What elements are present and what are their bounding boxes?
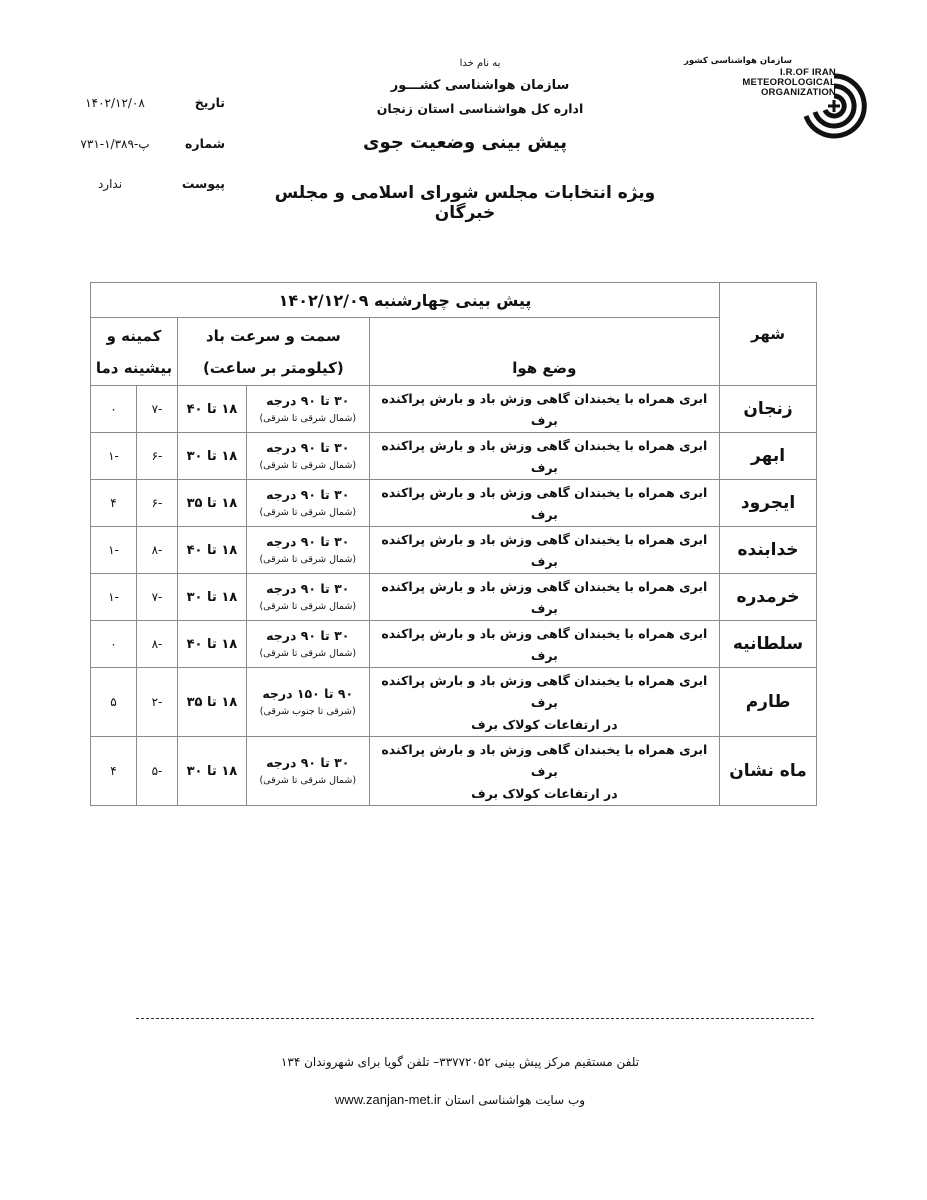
temperature-min: -۵ <box>137 737 178 806</box>
footer-separator <box>136 1018 814 1019</box>
header-temp-line1: کمینه و <box>106 326 162 345</box>
wind-speed: ۱۸ تا ۳۰ <box>177 433 246 480</box>
document-subtitle: ویژه انتخابات مجلس شورای اسلامی و مجلس خبرگان <box>274 183 656 223</box>
city-name: زنجان <box>720 386 817 433</box>
wind-direction-desc: (شرقی تا جنوب شرقی) <box>259 706 356 717</box>
footer-phone-line: تلفن مستقیم مرکز پیش بینی ۳۳۷۷۲۰۵۲– تلفن گویا برای شهروندان ۱۳۴ <box>280 1055 640 1069</box>
temperature-max: ۴ <box>91 737 137 806</box>
wind-direction-degrees: ۳۰ تا ۹۰ درجه <box>266 755 350 770</box>
wind-direction-degrees: ۹۰ تا ۱۵۰ درجه <box>262 686 354 701</box>
temperature-min: -۶ <box>137 433 178 480</box>
weather-description <box>369 574 719 621</box>
temperature-max: -۱ <box>91 574 137 621</box>
wind-direction-desc: (شمال شرقی تا شرقی) <box>259 507 357 518</box>
header-city: شهر <box>720 283 817 386</box>
weather-description <box>369 386 719 433</box>
wind-direction-degrees: ۳۰ تا ۹۰ درجه <box>266 440 350 455</box>
wind-direction <box>246 386 369 433</box>
city-name: طارم <box>720 668 817 737</box>
wind-direction-desc: (شمال شرقی تا شرقی) <box>259 413 357 424</box>
temperature-max: ۴ <box>91 480 137 527</box>
table-row <box>91 433 817 480</box>
temperature-min: -۸ <box>137 621 178 668</box>
temperature-max: ۰ <box>91 386 137 433</box>
temperature-min: -۸ <box>137 527 178 574</box>
wind-direction-degrees: ۳۰ تا ۹۰ درجه <box>266 534 350 549</box>
wind-speed: ۱۸ تا ۳۵ <box>177 480 246 527</box>
temperature-max: ۰ <box>91 621 137 668</box>
wind-direction <box>246 527 369 574</box>
table-row <box>91 480 817 527</box>
wind-direction-degrees: ۳۰ تا ۹۰ درجه <box>266 628 350 643</box>
temperature-max: -۱ <box>91 527 137 574</box>
bismillah-text: به نام خدا <box>459 58 501 69</box>
wind-direction-desc: (شمال شرقی تا شرقی) <box>259 648 357 659</box>
wind-direction-degrees: ۳۰ تا ۹۰ درجه <box>266 581 350 596</box>
wind-direction <box>246 433 369 480</box>
header-wind-line1: سمت و سرعت باد <box>205 326 341 345</box>
temperature-min: -۷ <box>137 386 178 433</box>
number-label: شماره <box>185 136 225 151</box>
weather-line1: ابری همراه با یخبندان گاهی وزش باد و بارش پراکنده برف <box>381 673 708 710</box>
weather-line1: ابری همراه با یخبندان گاهی وزش باد و بارش پراکنده برف <box>381 438 708 475</box>
weather-line1: ابری همراه با یخبندان گاهی وزش باد و بارش پراکنده برف <box>381 626 708 663</box>
logo-en-line: METEOROLOGICAL <box>742 77 836 88</box>
department-name: اداره کل هواشناسی استان زنجان <box>376 101 584 116</box>
wind-direction-desc: (شمال شرقی تا شرقی) <box>259 460 357 471</box>
number-value: پ-۱/۳۸۹-۷۳۱ <box>80 137 150 151</box>
footer-website-line <box>200 1092 720 1107</box>
wind-speed: ۱۸ تا ۴۰ <box>177 386 246 433</box>
table-row <box>91 527 817 574</box>
weather-line1: ابری همراه با یخبندان گاهی وزش باد و بارش پراکنده برف <box>381 579 708 616</box>
city-name: خرمدره <box>720 574 817 621</box>
temperature-min: -۷ <box>137 574 178 621</box>
weather-description <box>369 480 719 527</box>
forecast-table <box>90 282 817 806</box>
date-value: ۱۴۰۲/۱۲/۰۸ <box>85 96 145 110</box>
city-name: ماه نشان <box>720 737 817 806</box>
logo-en-line: I.R.OF IRAN <box>779 67 836 78</box>
wind-direction <box>246 480 369 527</box>
document-title: پیش بینی وضعیت جوی <box>363 132 567 153</box>
header-temperature <box>91 318 178 386</box>
wind-direction <box>246 574 369 621</box>
website-label: وب سایت هواشناسی استان <box>444 1093 586 1107</box>
city-name: ایجرود <box>720 480 817 527</box>
weather-description <box>369 433 719 480</box>
logo-org-name-fa: سازمان هواشناسی کشور <box>683 56 792 66</box>
wind-direction-desc: (شمال شرقی تا شرقی) <box>259 601 357 612</box>
logo-en-line: ORGANIZATION <box>760 87 836 98</box>
weather-line1: ابری همراه با یخبندان گاهی وزش باد و بارش پراکنده برف <box>381 742 708 779</box>
weather-description <box>369 621 719 668</box>
header-wind-line2: (کیلومتر بر ساعت) <box>202 358 344 377</box>
organization-logo <box>683 52 870 144</box>
wind-speed: ۱۸ تا ۳۰ <box>177 737 246 806</box>
wind-direction <box>246 621 369 668</box>
weather-line1: ابری همراه با یخبندان گاهی وزش باد و بارش پراکنده برف <box>381 532 708 569</box>
date-label: تاریخ <box>194 95 225 110</box>
table-row <box>91 737 817 806</box>
table-row <box>91 574 817 621</box>
wind-direction-desc: (شمال شرقی تا شرقی) <box>259 554 357 565</box>
website-link[interactable]: www.zanjan-met.ir <box>334 1092 442 1107</box>
weather-line2: در ارتفاعات کولاک برف <box>471 786 618 801</box>
wind-speed: ۱۸ تا ۳۵ <box>177 668 246 737</box>
temperature-max: -۱ <box>91 433 137 480</box>
city-name: سلطانیه <box>720 621 817 668</box>
city-name: خدابنده <box>720 527 817 574</box>
spiral-logo-icon <box>798 70 870 142</box>
temperature-min: -۶ <box>137 480 178 527</box>
weather-line1: ابری همراه با یخبندان گاهی وزش باد و بارش پراکنده برف <box>381 391 708 428</box>
wind-speed: ۱۸ تا ۴۰ <box>177 527 246 574</box>
organization-name: سازمان هواشناسی کشـــور <box>390 78 570 93</box>
weather-description <box>369 737 719 806</box>
wind-direction-desc: (شمال شرقی تا شرقی) <box>259 775 357 786</box>
weather-line1: ابری همراه با یخبندان گاهی وزش باد و بارش پراکنده برف <box>381 485 708 522</box>
wind-direction-degrees: ۳۰ تا ۹۰ درجه <box>266 393 350 408</box>
wind-speed: ۱۸ تا ۴۰ <box>177 621 246 668</box>
header-weather: وضع هوا <box>369 318 719 386</box>
weather-description <box>369 527 719 574</box>
header-temp-line2: بیشینه دما <box>95 358 173 377</box>
city-name: ابهر <box>720 433 817 480</box>
forecast-date-title: پیش بینی چهارشنبه ۱۴۰۲/۱۲/۰۹ <box>91 283 720 318</box>
attachment-value: ندارد <box>97 177 123 191</box>
attachment-label: پیوست <box>181 176 225 191</box>
weather-line2: در ارتفاعات کولاک برف <box>471 717 618 732</box>
wind-direction <box>246 737 369 806</box>
temperature-min: -۲ <box>137 668 178 737</box>
table-row <box>91 621 817 668</box>
header-wind <box>177 318 369 386</box>
table-title-row <box>91 283 817 318</box>
table-row <box>91 668 817 737</box>
temperature-max: ۵ <box>91 668 137 737</box>
wind-direction-degrees: ۳۰ تا ۹۰ درجه <box>266 487 350 502</box>
table-row <box>91 386 817 433</box>
wind-speed: ۱۸ تا ۳۰ <box>177 574 246 621</box>
wind-direction <box>246 668 369 737</box>
weather-description <box>369 668 719 737</box>
table-header-row <box>91 318 817 386</box>
